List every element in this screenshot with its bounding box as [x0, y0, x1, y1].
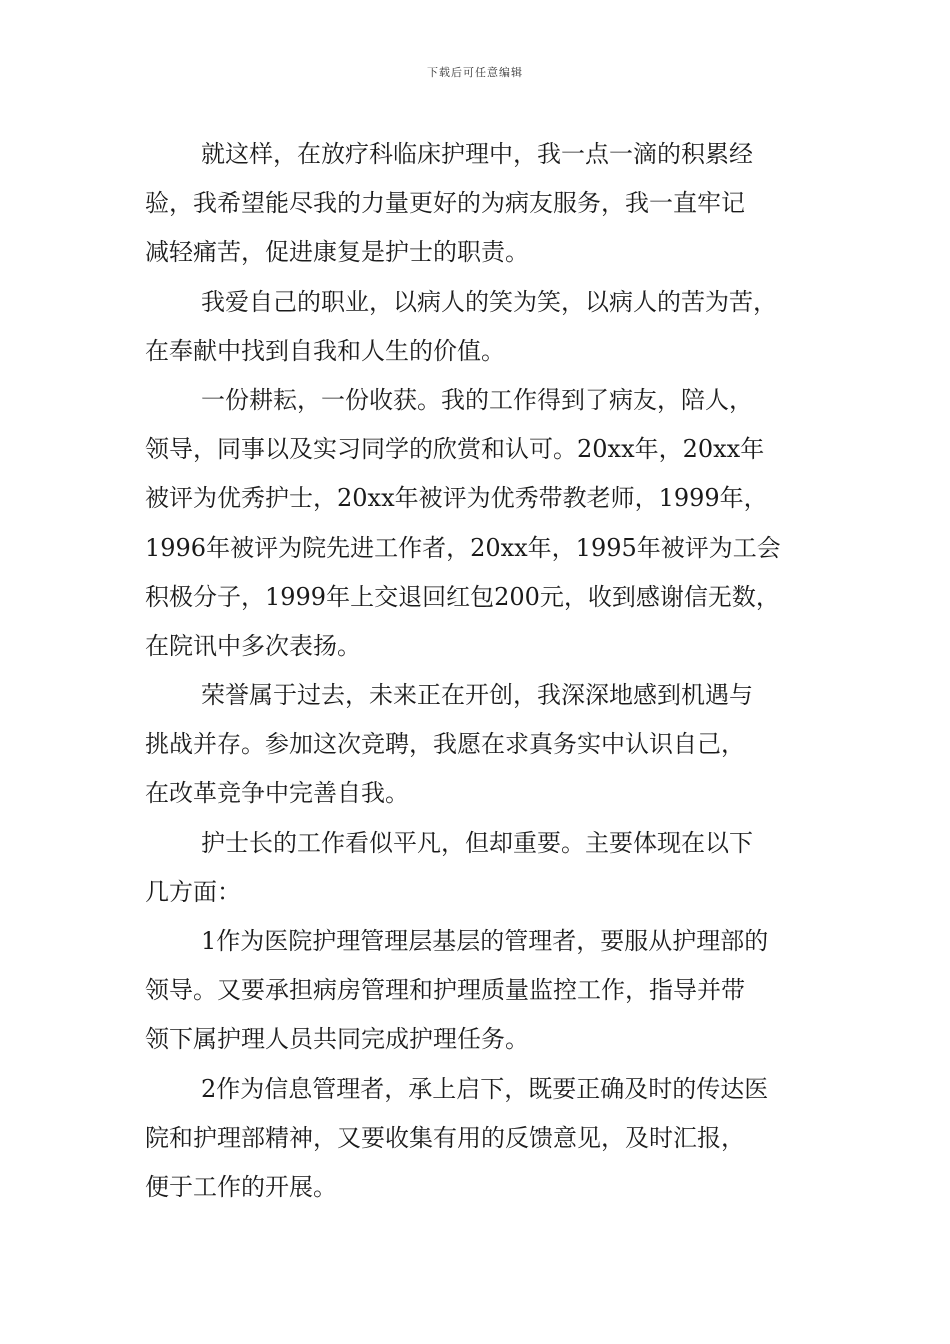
- text-line: 1996年被评为院先进工作者，20xx年，1995年被评为工会: [145, 533, 781, 562]
- text-line: 验，我希望能尽我的力量更好的为病友服务，我一直牢记: [145, 189, 745, 218]
- text-line: 1作为医院护理管理层基层的管理者，要服从护理部的: [201, 927, 769, 955]
- document-body: [145, 130, 825, 1212]
- text-line: 积极分子，1999年上交退回红包200元，收到感谢信无数，: [145, 582, 780, 611]
- text-line: 领下属护理人员共同完成护理任务。: [145, 1025, 529, 1054]
- text-line: 在院讯中多次表扬。: [145, 631, 361, 660]
- text-line: 便于工作的开展。: [145, 1172, 337, 1201]
- text-line: 在改革竞争中完善自我。: [145, 779, 409, 808]
- text-line: 在奉献中找到自我和人生的价值。: [145, 336, 505, 365]
- text-line: 院和护理部精神，又要收集有用的反馈意见，及时汇报，: [145, 1123, 745, 1152]
- text-line: 就这样，在放疗科临床护理中，我一点一滴的积累经: [201, 140, 753, 168]
- text-line: 护士长的工作看似平凡，但却重要。主要体现在以下: [201, 828, 753, 857]
- text-line: 我爱自己的职业，以病人的笑为笑，以病人的苦为苦，: [201, 287, 777, 316]
- text-line: 减轻痛苦，促进康复是护士的职责。: [145, 238, 529, 267]
- text-line: 挑战并存。参加这次竞聘，我愿在求真务实中认识自己，: [145, 730, 745, 759]
- text-line: 领导，同事以及实习同学的欣赏和认可。20xx年，20xx年: [145, 435, 765, 464]
- text-line: 一份耕耘，一份收获。我的工作得到了病友，陪人，: [201, 385, 753, 414]
- text-line: 几方面：: [145, 877, 241, 906]
- page-header: 下载后可任意编辑: [427, 66, 523, 79]
- text-line: 被评为优秀护士，20xx年被评为优秀带教老师，1999年，: [145, 484, 768, 513]
- text-line: 领导。又要承担病房管理和护理质量监控工作，指导并带: [145, 976, 745, 1005]
- text-line: 2作为信息管理者，承上启下，既要正确及时的传达医: [201, 1074, 769, 1103]
- text-line: 荣誉属于过去，未来正在开创，我深深地感到机遇与: [201, 681, 753, 710]
